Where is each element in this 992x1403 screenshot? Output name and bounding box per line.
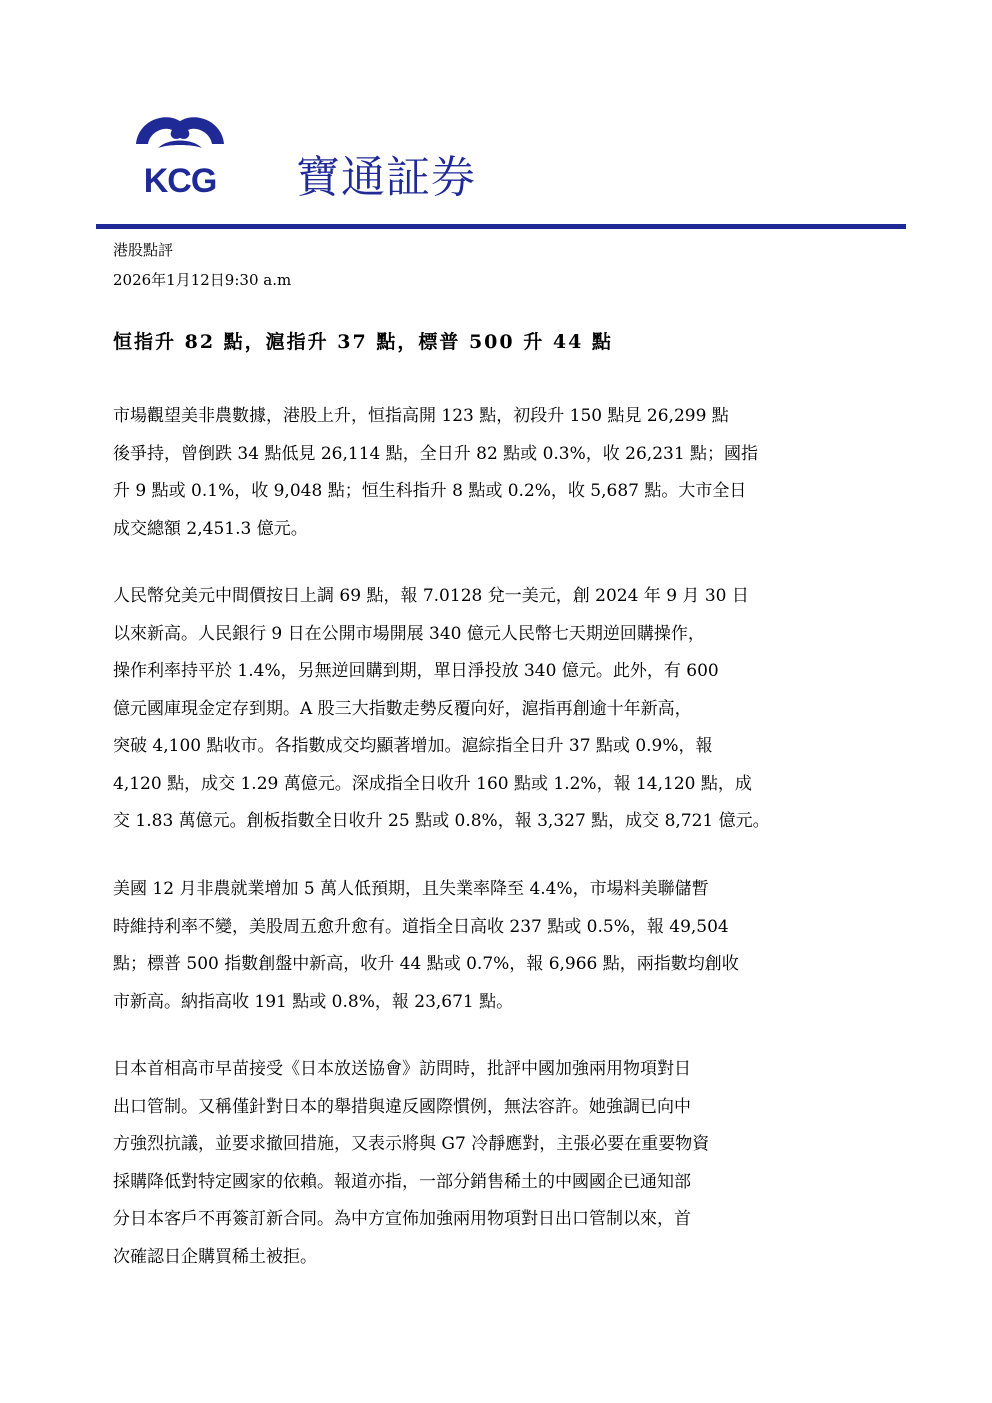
- headline: 恒指升 82 點，滬指升 37 點，標普 500 升 44 點: [113, 331, 613, 353]
- paragraph-us-market: [113, 871, 739, 1021]
- kcg-logo-graphic: [128, 108, 232, 202]
- kcg-logo-text: KCG: [143, 162, 217, 200]
- paragraph-line: 分日本客戶不再簽訂新合同。為中方宣佈加強兩用物項對日出口管制以來，首: [113, 1209, 691, 1229]
- paragraph-line: 4,120 點，成交 1.29 萬億元。深成指全日收升 160 點或 1.2%，報 14,120 點，成: [113, 773, 752, 794]
- paragraph-line: 突破 4,100 點收市。各指數成交均顯著增加。滬綜指全日升 37 點或 0.9%，報: [113, 736, 713, 756]
- paragraph-line: 後爭持，曾倒跌 34 點低見 26,114 點，全日升 82 點或 0.3%，收 26,231 點；國指: [113, 443, 759, 464]
- paragraph-line: 採購降低對特定國家的依賴。報道亦指，一部分銷售稀土的中國國企已通知部: [113, 1171, 691, 1192]
- paragraph-line: 美國 12 月非農就業增加 5 萬人低預期，且失業率降至 4.4%，市場料美聯儲暫: [113, 879, 709, 899]
- paragraph-hk-market: [113, 398, 758, 548]
- paragraph-line: 時維持利率不變，美股周五愈升愈有。道指全日高收 237 點或 0.5%，報 49,504: [113, 916, 729, 937]
- paragraph-line: 交 1.83 萬億元。創板指數全日收升 25 點或 0.8%，報 3,327 點，成交 8,721 億元。: [113, 811, 770, 831]
- paragraph-line: 方強烈抗議，並要求撤回措施，又表示將與 G7 冷靜應對，主張必要在重要物資: [113, 1134, 710, 1154]
- paragraph-line: 以來新高。人民銀行 9 日在公開市場開展 340 億元人民幣七天期逆回購操作，: [113, 623, 705, 644]
- paragraph-line: 操作利率持平於 1.4%，另無逆回購到期，單日淨投放 340 億元。此外，有 600: [113, 661, 719, 681]
- report-datetime: 2026年1月12日9:30 a.m: [113, 271, 292, 289]
- paragraph-line: 市場觀望美非農數據，港股上升，恒指高開 123 點，初段升 150 點見 26,299 點: [113, 406, 729, 426]
- paragraph-line: 出口管制。又稱僅針對日本的舉措與違反國際慣例，無法容許。她強調已向中: [113, 1096, 691, 1117]
- kcg-logo: [128, 108, 232, 202]
- paragraph-line: 億元國庫現金定存到期。A 股三大指數走勢反覆向好，滬指再創逾十年新高，: [113, 698, 692, 719]
- paragraph-china-market: [113, 578, 770, 841]
- paragraph-line: 成交總額 2,451.3 億元。: [113, 518, 308, 539]
- paragraph-line: 點；標普 500 指數創盤中新高，收升 44 點或 0.7%，報 6,966 點，兩指數均創收: [113, 954, 739, 974]
- company-name: 寶通証券: [296, 152, 476, 203]
- header-divider: [96, 224, 906, 229]
- paragraph-line: 次確認日企購買稀土被拒。: [113, 1246, 317, 1267]
- paragraph-japan-news: [113, 1051, 709, 1276]
- paragraph-line: 市新高。納指高收 191 點或 0.8%，報 23,671 點。: [113, 991, 514, 1012]
- paragraph-line: 升 9 點或 0.1%，收 9,048 點；恒生科指升 8 點或 0.2%，收 5,687 點。大市全日: [113, 481, 747, 501]
- report-category: 港股點評: [113, 241, 174, 259]
- paragraph-line: 人民幣兌美元中間價按日上調 69 點，報 7.0128 兌一美元，創 2024 年 9 月 30 日: [113, 586, 749, 606]
- paragraph-line: 日本首相高市早苗接受《日本放送協會》訪問時，批評中國加強兩用物項對日: [113, 1059, 691, 1079]
